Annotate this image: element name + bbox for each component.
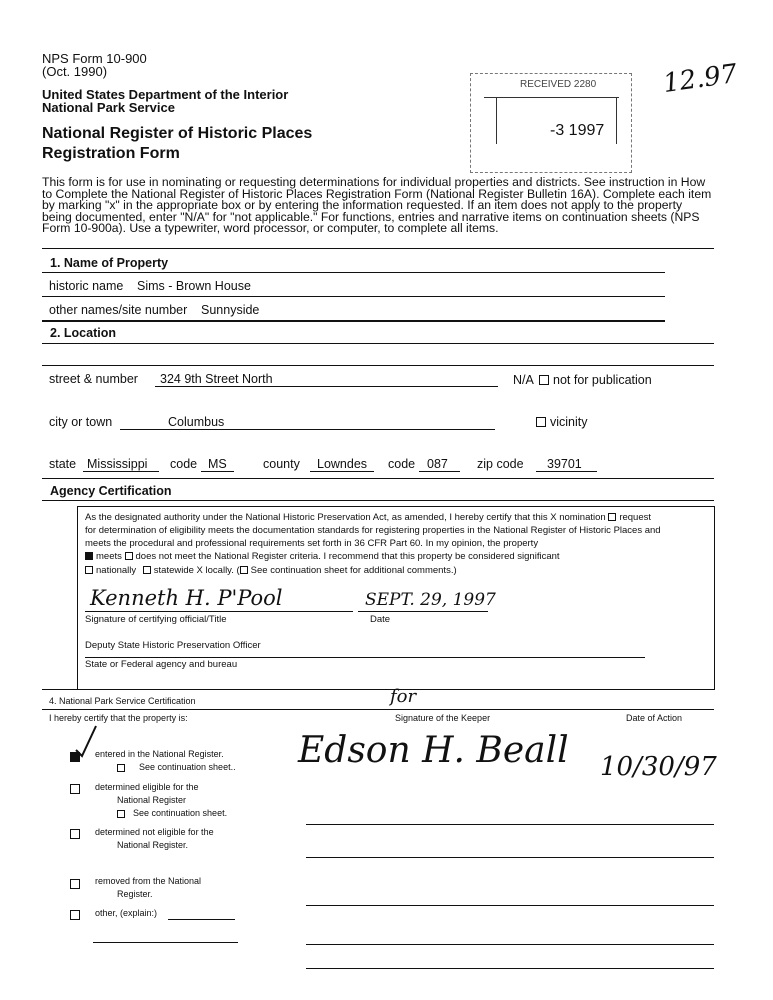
street-underline [155, 386, 498, 387]
county-code-value[interactable]: 087 [427, 457, 448, 471]
eligible-label-line1: determined eligible for the [95, 782, 199, 792]
official-title: Deputy State Historic Preservation Officer [85, 640, 261, 651]
agency-box-bottom [42, 689, 715, 690]
divider [42, 320, 665, 322]
keeper-line [306, 905, 714, 906]
county-code-label: code [388, 457, 416, 471]
keeper-label: Signature of the Keeper [395, 713, 491, 723]
keeper-line [306, 824, 714, 825]
stamp-date: -3 1997 [550, 122, 605, 139]
form-number: NPS Form 10-900 [42, 51, 147, 66]
divider [42, 296, 665, 297]
not-eligible-label-line2: National Register. [117, 840, 189, 850]
other-label: other, (explain:) [95, 908, 158, 918]
eligible-continuation-label: See continuation sheet. [133, 808, 228, 818]
divider [42, 478, 714, 479]
street-value[interactable]: 324 9th Street North [160, 372, 273, 386]
keeper-line [306, 944, 714, 945]
signature-label: Signature of certifying official/Title [85, 614, 227, 625]
divider [42, 343, 714, 344]
agency-para-line2: for determination of eligibility meets the documentation standards for registering properties in the National Register of Historic Places and [85, 525, 661, 536]
not-eligible-checkbox[interactable] [70, 829, 80, 839]
certify-label: I hereby certify that the property is: [49, 713, 188, 723]
other-explain-line [93, 942, 238, 943]
state-agency-label: State or Federal agency and bureau [85, 659, 238, 670]
county-value[interactable]: Lowndes [317, 457, 368, 471]
historic-name-label: historic name [49, 279, 124, 293]
nps-certification-heading: 4. National Park Service Certification [49, 696, 196, 706]
agency-box-right [714, 506, 715, 689]
vicinity-checkbox[interactable] [536, 417, 546, 427]
keeper-line [306, 857, 714, 858]
divider [42, 248, 714, 249]
nationally-checkbox[interactable] [85, 566, 93, 574]
signature-line [85, 611, 353, 612]
continuation-checkbox[interactable] [240, 566, 248, 574]
state-code-underline [201, 471, 234, 472]
service: National Park Service [42, 100, 175, 115]
agency-significance-line: nationally statewide X locally. ( See continuation sheet for additional comments.) [85, 565, 457, 576]
agency-heading: Agency Certification [50, 484, 172, 498]
eligible-label-line2: National Register [117, 795, 187, 805]
agency-box-left [77, 506, 78, 689]
city-label: city or town [49, 415, 113, 429]
statewide-checkbox[interactable] [143, 566, 151, 574]
intro-paragraph: This form is for use in nominating or requesting determinations for individual properties and districts. See instruction in How to Complete the National Register of Historic Places Registration Form (National Register Bulletin 16A). Complete each item by marking "x" in the appropriate box or by entering the information requested. If an item does not apply to the property being documented, enter "N/A" for "not applicable." For functions, entries and narrative items on continuation sheets (NPS Form 10-900a). Use a typewriter, word processor, or computer, to complete all items. [42, 175, 712, 235]
county-code-underline [419, 471, 460, 472]
state-label: state [49, 457, 77, 471]
section-name-heading: 1. Name of Property [50, 256, 169, 270]
keeper-signature: Edson H. Beall [298, 730, 569, 771]
department: United States Department of the Interior [42, 87, 289, 102]
not-for-publication-label: not for publication [553, 373, 652, 387]
does-not-meet-checkbox[interactable] [125, 552, 133, 560]
certifying-date: SEPT. 29, 1997 [365, 590, 496, 610]
state-value[interactable]: Mississippi [87, 457, 148, 471]
entered-continuation-checkbox[interactable] [117, 764, 125, 772]
other-names-label: other names/site number [49, 303, 188, 317]
agency-meets-line: meets does not meet the National Register criteria. I recommend that this property be considered significant [85, 551, 560, 562]
agency-para-line3: meets the procedural and professional requirements set forth in 36 CFR Part 60. In my opinion, the property [85, 538, 539, 549]
eligible-continuation-checkbox[interactable] [117, 810, 125, 818]
action-date-label: Date of Action [626, 713, 683, 723]
handwritten-note: 12.97 [661, 58, 740, 100]
form-date: (Oct. 1990) [42, 64, 108, 79]
other-checkbox[interactable] [70, 910, 80, 920]
meets-checkbox[interactable] [85, 552, 93, 560]
eligible-checkbox[interactable] [70, 784, 80, 794]
action-date-value: 10/30/97 [600, 752, 717, 782]
vicinity-label: vicinity [550, 415, 588, 429]
county-label: county [263, 457, 300, 471]
divider [42, 272, 665, 273]
zip-underline [536, 471, 597, 472]
agency-para-line1: As the designated authority under the National Historic Preservation Act, as amended, I hereby certify that this X nomination request [85, 512, 652, 523]
date-line [358, 611, 488, 612]
entered-continuation-label: See continuation sheet.. [139, 762, 236, 772]
agency-line [85, 657, 645, 658]
state-code-label: code [170, 457, 198, 471]
for-handwriting: for [390, 686, 417, 707]
na-label: N/A [513, 373, 534, 387]
stamp-right-bar [616, 98, 617, 144]
not-for-publication-checkbox[interactable] [539, 375, 549, 385]
historic-name-value[interactable]: Sims - Brown House [137, 279, 251, 293]
county-underline [310, 471, 374, 472]
other-names-value[interactable]: Sunnyside [201, 303, 260, 317]
request-checkbox[interactable] [608, 513, 616, 521]
city-value[interactable]: Columbus [168, 415, 225, 429]
stamp-line [484, 97, 619, 98]
removed-label-line1: removed from the National [95, 876, 202, 886]
certifying-signature: Kenneth H. P'Pool [90, 586, 283, 610]
page-title: National Register of Historic Places [42, 125, 313, 142]
entered-label: entered in the National Register. [95, 749, 224, 759]
stamp-left-bar [496, 98, 497, 144]
state-underline [83, 471, 159, 472]
divider [42, 500, 714, 501]
divider [42, 709, 714, 710]
state-code-value[interactable]: MS [208, 457, 227, 471]
section-location-heading: 2. Location [50, 326, 116, 340]
zip-label: zip code [477, 457, 524, 471]
stamp-received-text: RECEIVED 2280 [520, 79, 597, 90]
entered-checkbox[interactable] [70, 752, 80, 762]
divider [42, 365, 714, 366]
city-underline [120, 429, 495, 430]
zip-value[interactable]: 39701 [547, 457, 582, 471]
removed-checkbox[interactable] [70, 879, 80, 889]
street-label: street & number [49, 372, 138, 386]
page-subtitle: Registration Form [42, 145, 180, 162]
date-label: Date [370, 614, 391, 625]
agency-box-top [77, 506, 715, 507]
keeper-line [306, 968, 714, 969]
not-eligible-label-line1: determined not eligible for the [95, 827, 214, 837]
removed-label-line2: Register. [117, 889, 153, 899]
other-line [168, 919, 235, 920]
